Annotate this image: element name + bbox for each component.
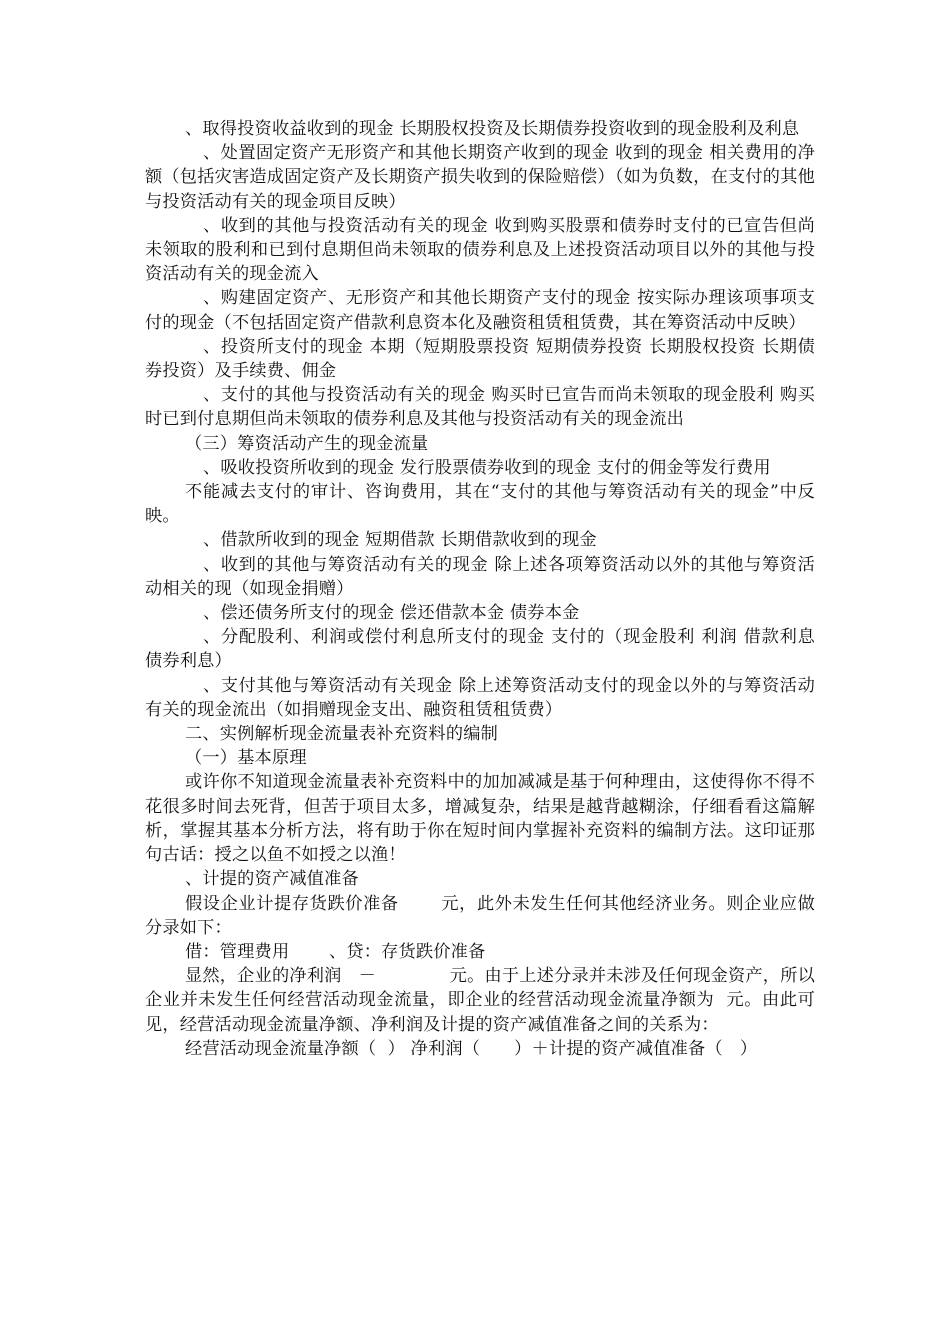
paragraph: 、支付其他与筹资活动有关现金 除上述筹资活动支付的现金以外的与筹资活动有关的现金流出（如捐赠现金支出、融资租赁租赁费） (145, 675, 815, 720)
item-heading: 、计提的资产减值准备 (185, 869, 359, 890)
paragraph: 、处置固定资产无形资产和其他长期资产收到的现金 收到的现金 相关费用的净额（包括灾害造成固定资产及长期资产损失收到的保险赔偿）（如为负数，在支付的其他与投资活动有关的现金项目反映） (145, 143, 815, 212)
paragraph: 不能减去支付的审计、咨询费用，其在“支付的其他与筹资活动有关的现金”中反映。 (145, 482, 815, 527)
paragraph: 、借款所收到的现金 短期借款 长期借款收到的现金 (203, 530, 597, 551)
section-heading: 二、实例解析现金流量表补充资料的编制 (185, 724, 498, 745)
paragraph: 、吸收投资所收到的现金 发行股票债券收到的现金 支付的佣金等发行费用 (203, 457, 771, 478)
paragraph: 、支付的其他与投资活动有关的现金 购买时已宣告而尚未领取的现金股利 购买时已到付息期但尚未领取的债券利息及其他与投资活动有关的现金流出 (145, 385, 815, 430)
subsection-heading: （一）基本原理 (185, 748, 307, 769)
formula: 经营活动现金流量净额（ ） 净利润（ ）＋计提的资产减值准备（ ） (185, 1038, 758, 1059)
paragraph: 假设企业计提存货跌价准备 元，此外未发生任何其他经济业务。则企业应做分录如下： (145, 893, 815, 938)
paragraph: 、投资所支付的现金 本期（短期股票投资 短期债券投资 长期股权投资 长期债券投资）及手续费、佣金 (145, 336, 815, 382)
document-page (145, 117, 815, 1061)
paragraph: 显然，企业的净利润 － 元。由于上述分录并未涉及任何现金资产，所以企业并未发生任何经营活动现金流量，即企业的经营活动现金流量净额为 元。由此可见，经营活动现金流量净额、净利润及计提的资产减值准备之间的关系为： (145, 966, 815, 1035)
paragraph: 、收到的其他与筹资活动有关的现金 除上述各项筹资活动以外的其他与筹资活动相关的现（如现金捐赠） (145, 554, 815, 599)
paragraph: 、购建固定资产、无形资产和其他长期资产支付的现金 按实际办理该项事项支付的现金（不包括固定资产借款利息资本化及融资租赁租赁费，其在筹资活动中反映） (145, 288, 815, 333)
paragraph: 、取得投资收益收到的现金 长期股权投资及长期债券投资收到的现金股利及利息 (185, 119, 800, 139)
section-heading: （三）筹资活动产生的现金流量 (185, 433, 429, 454)
journal-entry: 借：管理费用 、贷：存货跌价准备 (185, 941, 486, 962)
paragraph: 、收到的其他与投资活动有关的现金 收到购买股票和债券时支付的已宣告但尚未领取的股利和已到付息期但尚未领取的债券利息及上述投资活动项目以外的其他与投资活动有关的现金流入 (145, 215, 815, 285)
paragraph: 、偿还债务所支付的现金 偿还借款本金 债券本金 (203, 603, 580, 624)
paragraph: 、分配股利、利润或偿付利息所支付的现金 支付的（现金股利 利润 借款利息 债券利息） (145, 627, 815, 672)
paragraph: 或许你不知道现金流量表补充资料中的加加减减是基于何种理由，这使得你不得不花很多时间去死背，但苦于项目太多，增减复杂，结果是越背越糊涂，仔细看看这篇解析，掌握其基本分析方法，将有助于你在短时间内掌握补充资料的编制方法。这印证那句古话：授之以鱼不如授之以渔！ (145, 772, 815, 866)
